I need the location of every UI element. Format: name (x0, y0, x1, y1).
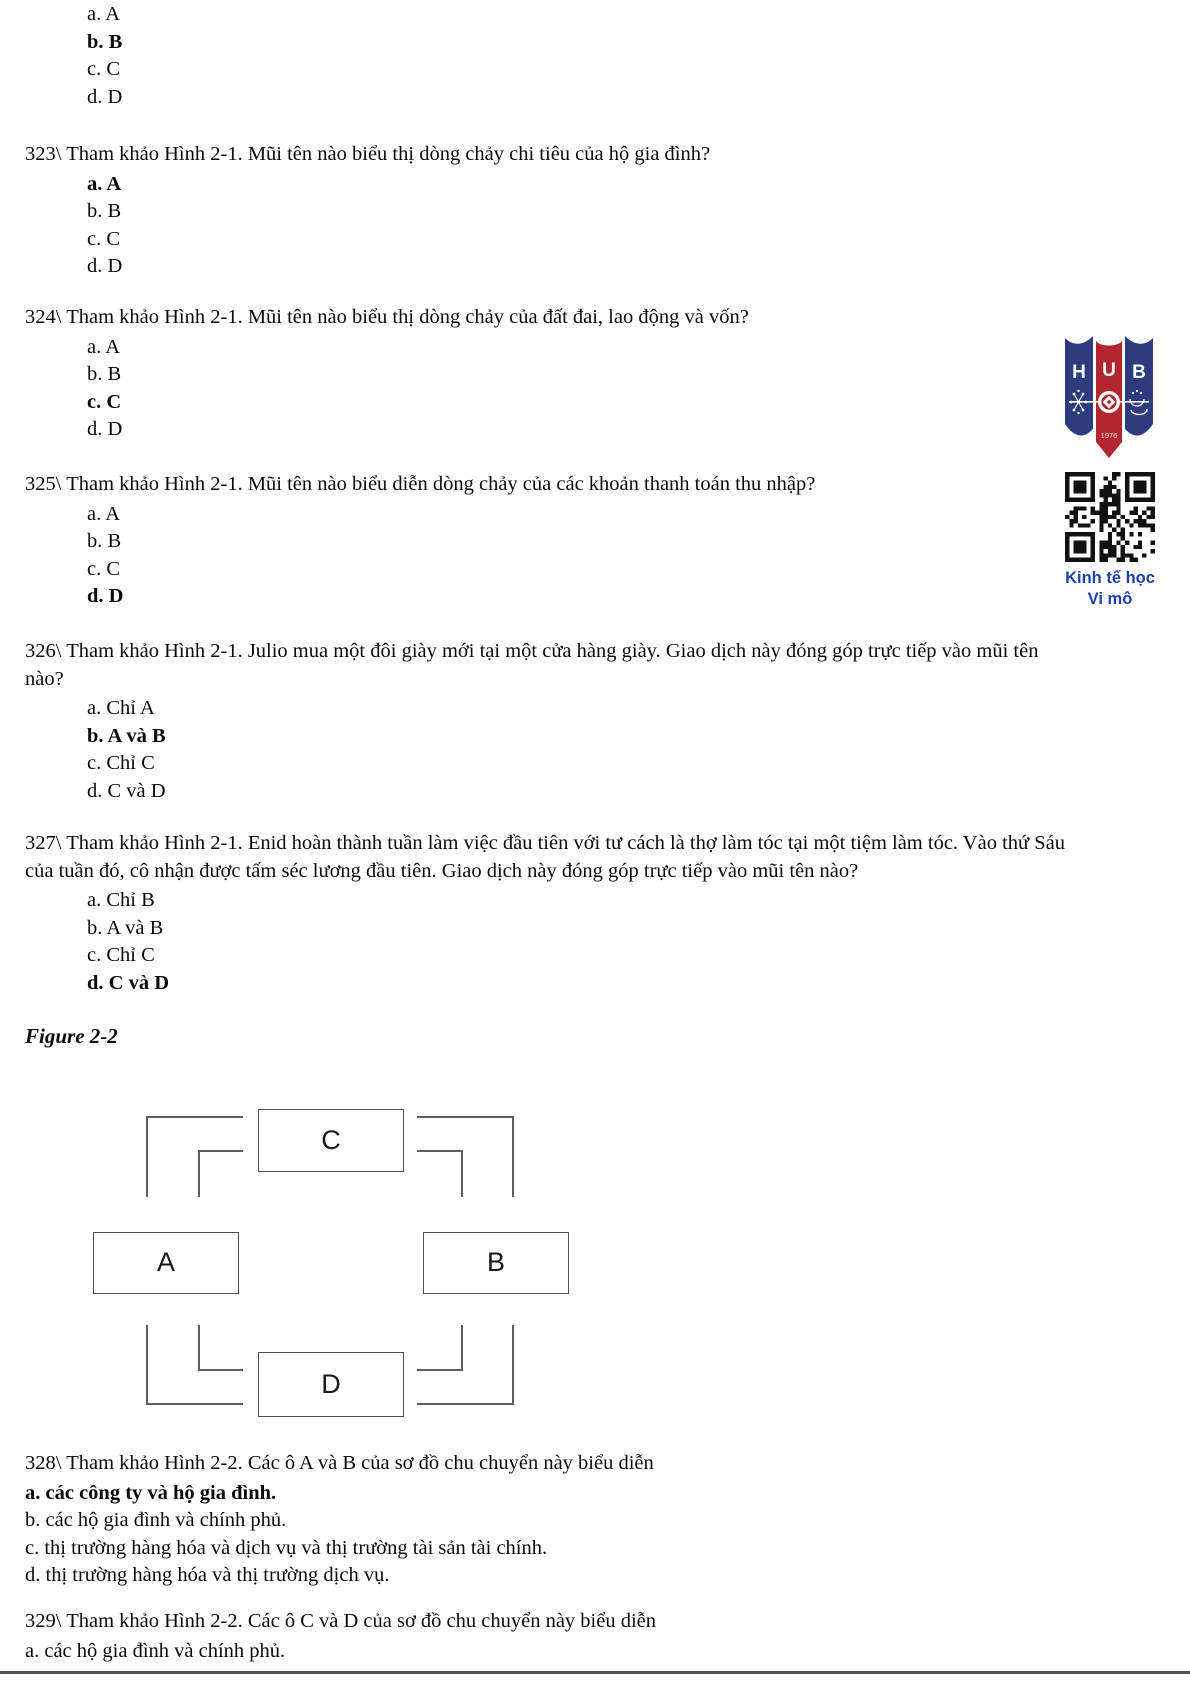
option-c: c. C (87, 227, 121, 250)
hub-logo (1063, 330, 1155, 464)
option-c: c. Chỉ C (87, 944, 155, 967)
logo-letter-u: U (1102, 360, 1116, 381)
option-a: a. A (87, 502, 121, 525)
figure-box-a: A (93, 1232, 239, 1294)
option-c: c. C (87, 58, 121, 81)
option-a: a. các công ty và hộ gia đình. (25, 1481, 277, 1504)
caption-line-1: Kinh tế học (1065, 569, 1155, 587)
caption-line-2: Vi mô (1087, 590, 1133, 608)
option-c: c. thị trường hàng hóa và dịch vụ và thị trường tài sản tài chính. (25, 1536, 548, 1559)
question-text: 327\ Tham khảo Hình 2-1. Enid hoàn thành tuần làm việc đầu tiên với tư cách là thợ làm tóc tại một tiệm làm tóc. Vào thứ Sáu của tuần đó, cô nhận được tấm séc lương đầu tiên. Giao dịch này đóng góp trực tiếp vào mũi tên nào? (25, 832, 1066, 882)
figure-box-b: B (423, 1232, 569, 1294)
option-a: a. A (87, 172, 122, 195)
flow-line (512, 1325, 514, 1405)
flow-line (146, 1116, 243, 1118)
option-a: a. A (87, 3, 121, 25)
logo-right-panel (1125, 336, 1153, 435)
option-a: a. Chỉ B (87, 889, 155, 912)
option-d: d. C và D (87, 779, 166, 802)
flow-line (417, 1116, 514, 1118)
option-d: d. D (87, 585, 124, 608)
option-c: c. C (87, 557, 121, 580)
question-text: 328\ Tham khảo Hình 2-2. Các ô A và B của sơ đồ chu chuyển này biểu diễn (25, 1452, 654, 1474)
course-caption (1040, 568, 1180, 610)
flow-line (417, 1150, 463, 1152)
flow-line (198, 1150, 200, 1197)
question-324 (25, 304, 749, 444)
logo-letter-h: H (1072, 362, 1086, 383)
flow-line (461, 1325, 463, 1371)
option-d: d. D (87, 418, 123, 441)
flow-line (417, 1369, 463, 1371)
flow-line (512, 1116, 514, 1197)
question-328 (25, 1450, 654, 1590)
page-divider (0, 1671, 1190, 1674)
logo-letter-b: B (1132, 362, 1146, 383)
figure-box-c: C (258, 1109, 404, 1172)
flow-line (198, 1325, 200, 1371)
question-322-options (25, 1, 122, 111)
question-text: 329\ Tham khảo Hình 2-2. Các ô C và D của sơ đồ chu chuyển này biểu diễn (25, 1610, 657, 1632)
option-d: d. C và D (87, 971, 170, 994)
option-d: d. D (87, 255, 123, 278)
question-329 (25, 1608, 656, 1665)
figure-label: Figure 2-2 (25, 1024, 118, 1048)
option-a: a. A (87, 335, 121, 358)
qr-code (1065, 472, 1155, 562)
flow-line (146, 1116, 148, 1197)
logo-left-panel (1065, 336, 1093, 435)
flow-line (198, 1369, 243, 1371)
flow-line (146, 1325, 148, 1405)
question-text: 324\ Tham khảo Hình 2-1. Mũi tên nào biểu thị dòng chảy của đất đai, lao động và vốn? (25, 306, 749, 328)
question-text: 325\ Tham khảo Hình 2-1. Mũi tên nào biểu diễn dòng chảy của các khoản thanh toán thu nhập? (25, 473, 816, 495)
option-a: a. Chỉ A (87, 697, 155, 720)
option-d: d. thị trường hàng hóa và thị trường dịch vụ. (25, 1564, 390, 1587)
logo-year: 1976 (1100, 431, 1118, 440)
question-325 (25, 471, 815, 611)
option-b: b. A và B (87, 724, 166, 747)
option-b: b. A và B (87, 916, 164, 939)
option-c: c. Chỉ C (87, 752, 155, 775)
question-323 (25, 141, 710, 281)
option-b: b. B (87, 530, 122, 553)
figure-2-2-diagram (0, 1055, 720, 1417)
question-text: 323\ Tham khảo Hình 2-1. Mũi tên nào biểu thị dòng chảy chi tiêu của hộ gia đình? (25, 143, 711, 165)
option-a: a. các hộ gia đình và chính phủ. (25, 1639, 286, 1662)
option-b: b. B (87, 200, 122, 223)
flow-line (461, 1150, 463, 1197)
option-b: b. các hộ gia đình và chính phủ. (25, 1509, 287, 1532)
question-text: 326\ Tham khảo Hình 2-1. Julio mua một đôi giày mới tại một cửa hàng giày. Giao dịch này đóng góp trực tiếp vào mũi tên nào? (25, 640, 1039, 690)
flow-line (146, 1403, 243, 1405)
question-327 (25, 830, 1073, 998)
flow-line (198, 1150, 243, 1152)
question-326 (25, 638, 1073, 806)
option-b: b. B (87, 30, 123, 53)
flow-line (417, 1403, 514, 1405)
option-d: d. D (87, 85, 123, 108)
figure-box-d: D (258, 1352, 404, 1417)
option-c: c. C (87, 390, 122, 413)
option-b: b. B (87, 363, 122, 386)
